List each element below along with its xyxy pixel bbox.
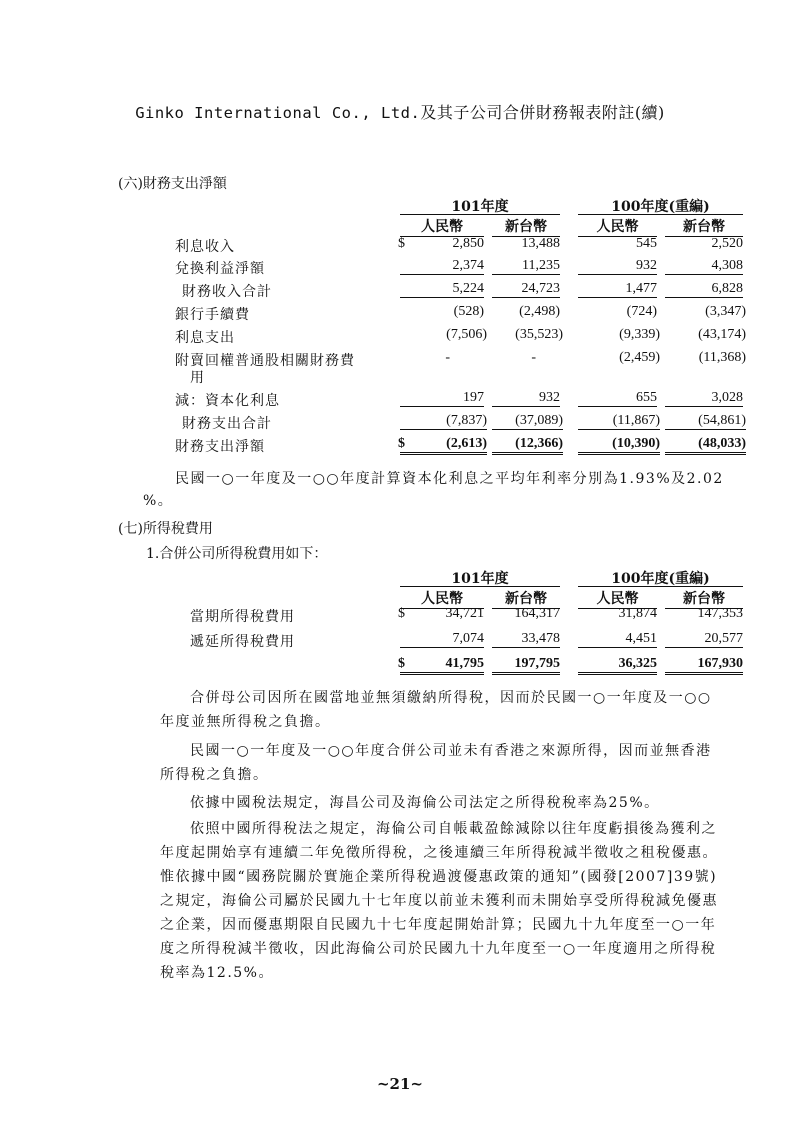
s7-paragraph-line: 所得稅之負擔。	[160, 767, 269, 783]
s6-cell: 1,477	[578, 281, 657, 298]
s7-cell: 4,451	[578, 631, 657, 648]
s6-row-label: 財務支出淨額	[175, 439, 265, 455]
s6-col-rmb-101: 人民幣	[400, 216, 484, 237]
s6-cell: 24,723	[492, 281, 560, 298]
s7-col-ntd-100: 新台幣	[665, 588, 743, 609]
s6-col-ntd-100: 新台幣	[665, 216, 743, 237]
s7-paragraph-line: 民國一○一年度及一○○年度合併公司並未有香港之來源所得，因而並無香港	[190, 743, 712, 759]
s7-col-ntd-101: 新台幣	[492, 588, 560, 609]
s6-cell: (43,174)	[698, 327, 746, 342]
s6-cell: 6,828	[665, 281, 743, 298]
s6-cell: (9,339)	[619, 327, 660, 342]
s6-cell: 2,520	[711, 236, 743, 251]
s7-cell: 7,074	[400, 631, 484, 648]
s7-row-label: 當期所得稅費用	[190, 609, 295, 625]
s6-period-101: 101年度	[451, 199, 509, 215]
s6-dollar-sign: $	[398, 236, 405, 251]
s7-cell: 34,721	[445, 606, 484, 621]
s7-total-cell: 197,795	[492, 656, 560, 675]
s6-cell: 2,374	[400, 258, 484, 275]
s6-col-rmb-100: 人民幣	[578, 216, 657, 237]
s7-col-rmb-100: 人民幣	[578, 588, 657, 609]
s7-cell: 33,478	[492, 631, 560, 648]
s6-cell: -	[531, 350, 536, 365]
s6-cell: 197	[400, 390, 484, 407]
s7-paragraph-line: 年度並無所得稅之負擔。	[160, 714, 331, 730]
s6-col-ntd-101: 新台幣	[492, 216, 560, 237]
s7-col-rmb-101: 人民幣	[400, 588, 484, 609]
s6-cell: (2,613)	[400, 436, 487, 455]
s6-cell: (11,368)	[698, 350, 746, 365]
s6-cell: 4,308	[665, 258, 743, 275]
s6-cell: 545	[636, 236, 657, 251]
section7-item1: 1.合併公司所得稅費用如下：	[146, 546, 328, 562]
s6-cell: (7,837)	[400, 413, 487, 430]
s6-cell: (10,390)	[578, 436, 660, 455]
s6-cell: (48,033)	[665, 436, 746, 455]
s6-cell: -	[445, 350, 450, 365]
s6-cell: (528)	[453, 304, 484, 319]
s6-row-label: 附賣回權普通股相關財務費	[175, 353, 355, 369]
s6-cell: 932	[578, 258, 657, 275]
s6-row-label: 銀行手續費	[175, 307, 250, 323]
s6-note-cont: %。	[143, 493, 174, 509]
title-company: Ginko International Co., Ltd.	[135, 104, 421, 122]
s7-paragraph-line: 依照中國所得稅法之規定，海倫公司自帳載盈餘減除以往年度虧損後為獲利之	[190, 821, 717, 837]
s6-dollar-sign: $	[398, 436, 405, 451]
s7-paragraph-line: 度之所得稅減半徵收，因此海倫公司於民國九十九年度至一○一年度適用之所得稅	[160, 941, 717, 957]
s7-paragraph-line: 依據中國稅法規定，海昌公司及海倫公司法定之所得稅稅率為25%。	[190, 795, 660, 811]
s6-cell: 5,224	[400, 281, 484, 298]
s6-row-label: 財務支出合計	[182, 416, 272, 432]
s6-row-label: 財務收入合計	[182, 284, 272, 300]
section6-heading: (六)財務支出淨額	[118, 176, 227, 192]
s6-cell: (2,459)	[619, 350, 660, 365]
s6-cell: (7,506)	[446, 327, 487, 342]
section7-heading: (七)所得稅費用	[118, 521, 213, 537]
s7-paragraph-line: 稅率為12.5%。	[160, 965, 274, 981]
s7-cell: 31,874	[618, 606, 657, 621]
s7-paragraph-line: 之企業，因而優惠期限自民國九十七年度起開始計算；民國九十九年度至一○一年	[160, 917, 717, 933]
s6-row-label: 減：資本化利息	[175, 393, 280, 409]
s6-row-label: 利息收入	[175, 239, 235, 255]
s6-period-100: 100年度(重編)	[611, 199, 710, 215]
s7-total-cell: 41,795	[400, 656, 484, 675]
page-number: ~21~	[376, 1075, 423, 1093]
s7-period-100: 100年度(重編)	[611, 571, 710, 587]
s7-cell: 164,317	[514, 606, 560, 621]
s6-header-rule-100	[578, 214, 743, 215]
s6-row-label: 利息支出	[175, 330, 235, 346]
s7-total-cell: 167,930	[665, 656, 743, 675]
s6-row-label-cont: 用	[190, 370, 205, 386]
s6-cell: (54,861)	[665, 413, 746, 430]
s7-paragraph-line: 惟依據中國“國務院關於實施企業所得稅過渡優惠政策的通知”(國發[2007]39號)	[160, 869, 718, 885]
s7-paragraph-line: 年度起開始享有連續二年免徵所得稅，之後連續三年所得稅減半徵收之租稅優惠。	[160, 845, 718, 861]
s6-cell: 932	[492, 390, 560, 407]
s6-cell: 2,850	[452, 236, 484, 251]
s6-header-rule-101	[400, 214, 560, 215]
s7-header-rule-100	[578, 586, 743, 587]
s6-cell: 655	[578, 390, 657, 407]
s6-cell: (37,089)	[492, 413, 563, 430]
s6-cell: (11,867)	[578, 413, 660, 430]
s7-paragraph-line: 之規定，海倫公司屬於民國九十七年度以前並未獲利而未開始享受所得稅減免優惠	[160, 893, 718, 909]
s7-dollar-sign: $	[398, 606, 405, 621]
s6-cell: (12,366)	[492, 436, 563, 455]
s6-cell: 11,235	[492, 258, 560, 275]
s6-cell: (3,347)	[705, 304, 746, 319]
s6-cell: 13,488	[521, 236, 560, 251]
title-suffix: 及其子公司合併財務報表附註(續)	[420, 103, 665, 122]
s7-total-cell: 36,325	[578, 656, 657, 675]
s6-note: 民國一○一年度及一○○年度計算資本化利息之平均年利率分別為1.93%及2.02	[175, 471, 724, 487]
s7-header-rule-101	[400, 586, 560, 587]
s7-paragraph-line: 合併母公司因所在國當地並無須繳納所得稅，因而於民國一○一年度及一○○	[190, 690, 712, 706]
s7-cell: 147,353	[697, 606, 743, 621]
s6-cell: (35,523)	[515, 327, 563, 342]
s6-row-label: 兌換利益淨額	[175, 261, 265, 277]
s7-cell: 20,577	[665, 631, 743, 648]
s7-period-101: 101年度	[451, 571, 509, 587]
s7-row-label: 遞延所得稅費用	[190, 634, 295, 650]
page-title	[0, 100, 800, 123]
s6-cell: (724)	[626, 304, 657, 319]
s6-cell: (2,498)	[519, 304, 560, 319]
s6-cell: 3,028	[665, 390, 743, 407]
s7-dollar-sign: $	[398, 656, 405, 671]
